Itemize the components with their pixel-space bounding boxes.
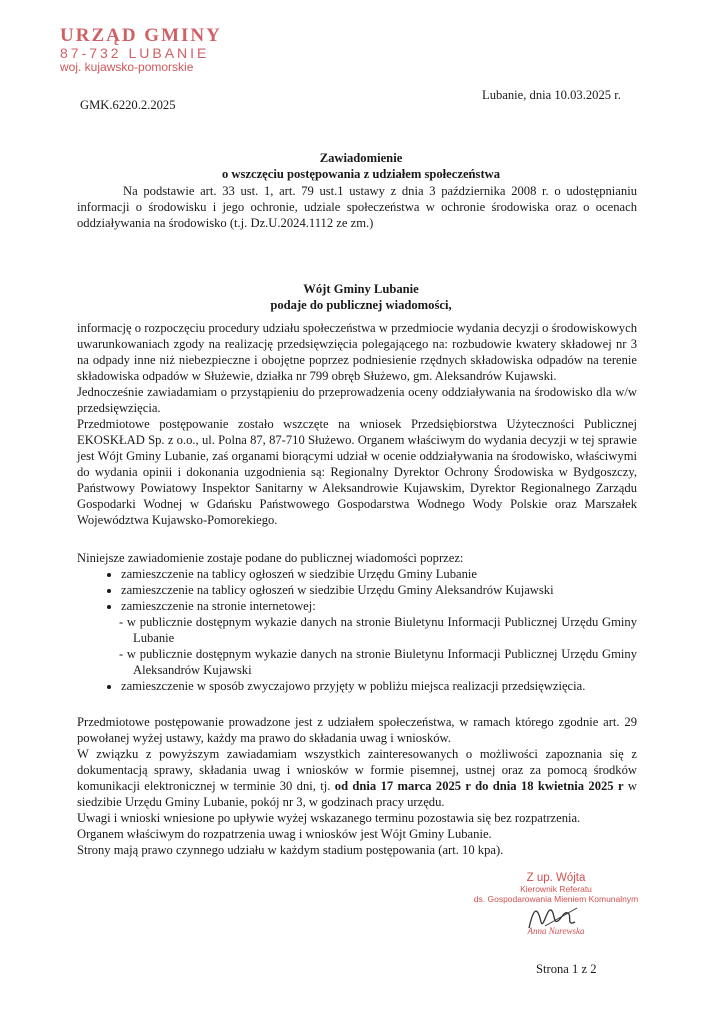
- sublist-item: - w publicznie dostępnym wykazie danych na stronie Biuletynu Informacji Publicznej Urzędu Gminy Aleksandrów Kujawski: [119, 647, 637, 677]
- competent-authority-info: Organem właściwym do rozpatrzenia uwag i wniosków jest Wójt Gminy Lubanie.: [77, 827, 492, 841]
- list-item: • zamieszczenie na tablicy ogłoszeń w siedzibie Urzędu Gminy Aleksandrów Kujawski: [121, 582, 637, 598]
- notice-title: [0, 150, 722, 182]
- list-item-label: zamieszczenie na stronie internetowej:: [121, 599, 316, 613]
- office-stamp: [60, 26, 222, 73]
- stamp-office-name: URZĄD GMINY: [60, 25, 222, 46]
- announcer-line1: Wójt Gminy Lubanie: [303, 282, 419, 296]
- deadline-dates: od dnia 17 marca 2025 r do dnia 18 kwietnia 2025 r: [334, 779, 624, 793]
- publication-intro: Niniejsze zawiadomienie zostaje podane do publicznej wiadomości poprzez:: [77, 551, 464, 565]
- deadline-text-before: W związku z powyższym zawiadamiam wszystkich zainteresowanych o możliwości zapoznania się z dokumentacją sprawy, składania uwag i wniosków w formie pisemnej, ustnej oraz za pomocą środków komunikacji elektronicznej w terminie 30 dni, tj.: [77, 747, 637, 793]
- final-section: [77, 714, 637, 858]
- signature-stamp-line4: Anna Nurewska: [527, 926, 585, 936]
- stamp-postal-code: 87-732 LUBANIE: [60, 44, 210, 61]
- list-item: [121, 598, 637, 678]
- assessment-notice: Jednocześnie zawiadamiam o przystąpieniu do przeprowadzenia oceny oddziaływania na środowisko dla w/w przedsięwzięcia.: [77, 385, 637, 415]
- deadline-info: [77, 746, 637, 810]
- deadline-text-after: w siedzibie Urzędu Gminy Lubanie, pokój nr 3, w godzinach pracy urzędu.: [77, 779, 637, 809]
- page-number: Strona 1 z 2: [536, 962, 597, 976]
- publication-section: [77, 550, 637, 694]
- reference-number: GMK.6220.2.2025: [80, 98, 176, 112]
- participation-info: Przedmiotowe postępowanie prowadzone jest z udziałem społeczeństwa, w ramach którego zgodnie art. 29 powołanej wyżej ustawy, każdy ma prawo do składania uwag i wniosków.: [77, 715, 637, 745]
- website-sublist: [119, 614, 637, 678]
- list-item: • zamieszczenie w sposób zwyczajowo przyjęty w pobliżu miejsca realizacji przedsięwzięcia.: [121, 678, 637, 694]
- main-content: [77, 320, 637, 528]
- sublist-item: - w publicznie dostępnym wykazie danych na stronie Biuletynu Informacji Publicznej Urzędu Gminy Lubanie: [119, 615, 637, 645]
- list-item: • zamieszczenie na tablicy ogłoszeń w siedzibie Urzędu Gminy Lubanie: [121, 566, 637, 582]
- publication-list: [77, 566, 637, 694]
- legal-basis-paragraph: Na podstawie art. 33 ust. 1, art. 79 ust.1 ustawy z dnia 3 października 2008 r. o udostępnianiu informacji o środowisku i jego ochronie, udziale społeczeństwa w ochronie środowiska oraz o ocenach oddziaływania na środowisko (t.j. Dz.U.2024.1112 ze zm.): [77, 184, 637, 230]
- handwritten-signature: [525, 900, 585, 934]
- project-description: informację o rozpoczęciu procedury udziału społeczeństwa w przedmiocie wydania decyzji o środowiskowych uwarunkowaniach zgody na realizację przedsięwzięcia polegającego na: rozbudowie kwatery składowej nr 3 na odpady inne niż niebezpieczne i obojętne poprzez podniesienie rzędnych składowiska odpadów na terenie składowiska odpadów w Służewie, działka nr 799 obręb Służewo, gm. Aleksandrów Kujawski.: [77, 321, 637, 383]
- notice-title-line2: o wszczęciu postępowania z udziałem społeczeństwa: [221, 167, 501, 181]
- place-date: Lubanie, dnia 10.03.2025 r.: [482, 88, 621, 102]
- parties-rights-info: Strony mają prawo czynnego udziału w każdym stadium postępowania (art. 10 kpa).: [77, 843, 504, 857]
- announcer-heading: [0, 281, 722, 313]
- signature-stamp-line3: ds. Gospodarowania Mieniem Komunalnym: [473, 894, 639, 904]
- notice-title-line1: Zawiadomienie: [319, 151, 403, 165]
- stamp-voivodeship: woj. kujawsko-pomorskie: [60, 59, 194, 74]
- announcer-line2: podaje do publicznej wiadomości,: [270, 298, 452, 312]
- signature-stamp-line2: Kierownik Referatu: [520, 884, 592, 894]
- late-submissions-info: Uwagi i wnioski wniesione po upływie wyżej wskazanego terminu pozostawia się bez rozpatrzenia.: [77, 811, 581, 825]
- proceedings-details: Przedmiotowe postępowanie zostało wszczęte na wniosek Przedsiębiorstwa Użyteczności Publicznej EKOSKŁAD Sp. z o.o., ul. Polna 87, 87-710 Służewo. Organem właściwym do wydania decyzji w tej sprawie jest Wójt Gminy Lubanie, zaś organami biorącymi udział w ocenie oddziaływania na środowisko, właściwymi do wydania opinii i dokonania uzgodnienia są: Regionalny Dyrektor Ochrony Środowiska w Bydgoszczy, Państwowy Powiatowy Inspektor Sanitarny w Aleksandrowie Kujawskim, Dyrektor Regionalnego Zarządu Gospodarki Wodnej w Gdańsku Państwowego Gospodarstwa Wodnego Wody Polskie oraz Marszałek Województwa Kujawsko-Pomorekiego.: [77, 417, 637, 527]
- signature-stamp-line1: Z up. Wójta: [526, 872, 586, 884]
